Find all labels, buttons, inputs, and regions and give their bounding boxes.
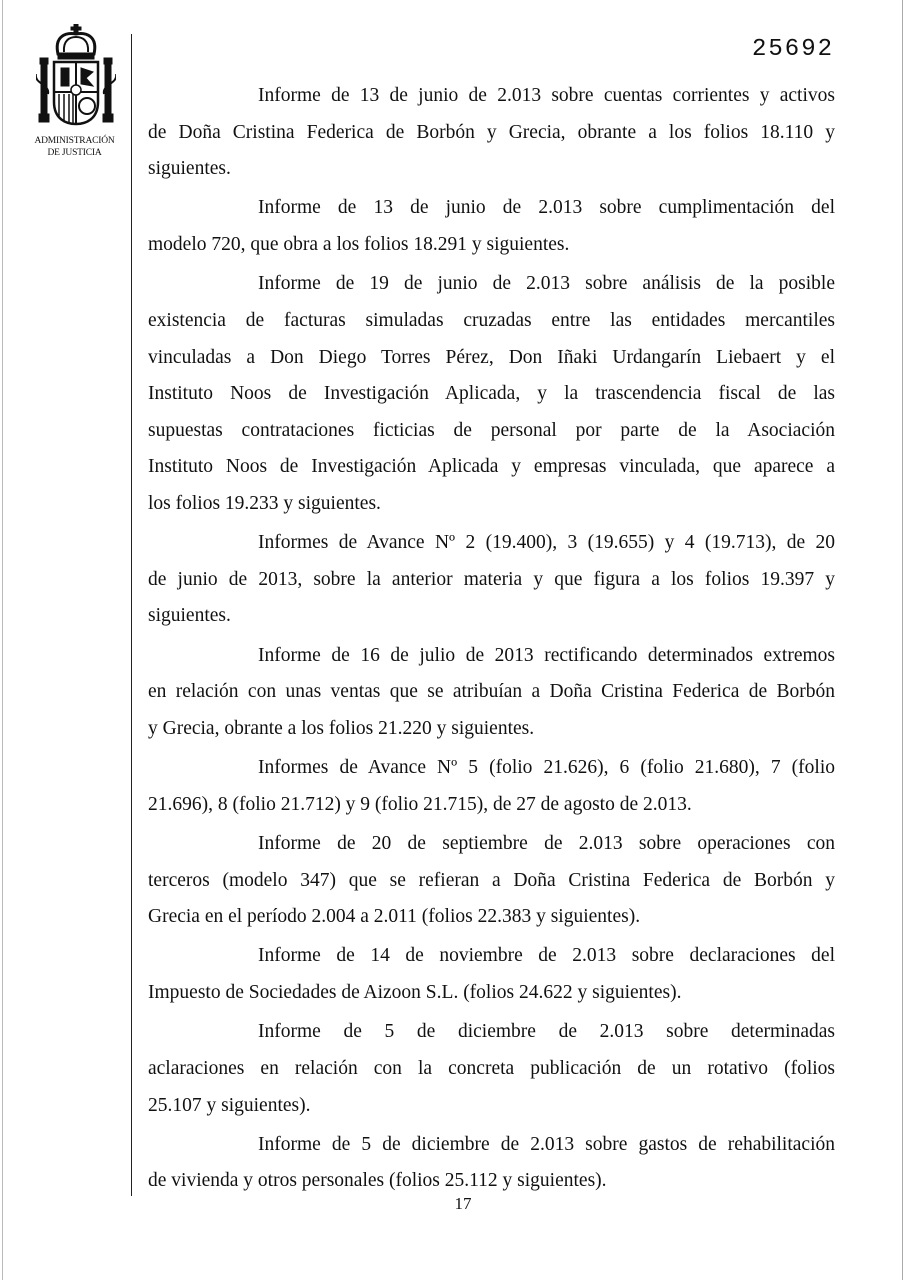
- page-number: 17: [454, 1194, 472, 1213]
- text-line: de vivienda y otros personales (folios 25.112 y siguientes).: [148, 1170, 607, 1192]
- text-line: Informe de 13 de junio de 2.013 sobre cumplimentación del: [258, 197, 835, 219]
- scan-edge-left: [2, 0, 3, 1280]
- text-line: Informe de 19 de junio de 2.013 sobre análisis de la posible: [258, 273, 835, 295]
- text-line: Informes de Avance Nº 5 (folio 21.626), 6 (folio 21.680), 7 (folio: [258, 757, 835, 779]
- institution-name: [22, 135, 127, 159]
- text-line: Informe de 20 de septiembre de 2.013 sobre operaciones con: [258, 833, 835, 854]
- text-line: aclaraciones en relación con la concreta publicación de un rotativo (folios: [148, 1057, 835, 1079]
- text-line: Informe de 14 de noviembre de 2.013 sobre declaraciones del: [258, 945, 835, 967]
- text-line: Informe de 16 de julio de 2013 rectificando determinados extremos: [258, 644, 835, 666]
- text-line: modelo 720, que obra a los folios 18.291 y siguientes.: [148, 234, 570, 256]
- text-line: vinculadas a Don Diego Torres Pérez, Don Iñaki Urdangarín Liebaert y el: [148, 346, 835, 368]
- text-line: Informes de Avance Nº 2 (19.400), 3 (19.655) y 4 (19.713), de 20: [258, 532, 835, 554]
- text-line: 21.696), 8 (folio 21.712) y 9 (folio 21.715), de 27 de agosto de 2.013.: [148, 793, 692, 815]
- paragraph: [148, 1127, 835, 1200]
- paragraph: [148, 638, 835, 748]
- text-line: Instituto Noos de Investigación Aplicada, y la trascendencia fiscal de las: [148, 383, 835, 405]
- text-line: Informe de 5 de diciembre de 2.013 sobre determinadas: [258, 1021, 835, 1043]
- paragraph: [148, 826, 835, 936]
- text-line: de Doña Cristina Federica de Borbón y Grecia, obrante a los folios 18.110 y: [148, 121, 835, 143]
- margin-rule: [131, 34, 132, 1196]
- scan-edge-right: [902, 0, 903, 1280]
- paragraph: [148, 266, 835, 522]
- document-body: [148, 78, 835, 1203]
- text-line: 25.107 y siguientes).: [148, 1094, 311, 1116]
- paragraph: [148, 525, 835, 635]
- text-line: los folios 19.233 y siguientes.: [148, 492, 381, 514]
- text-line: y Grecia, obrante a los folios 21.220 y siguientes.: [148, 717, 535, 739]
- institution-line: DE JUSTICIA: [47, 148, 102, 158]
- paragraph: [148, 78, 835, 188]
- text-line: siguientes.: [148, 605, 231, 627]
- text-line: Impuesto de Sociedades de Aizoon S.L. (folios 24.622 y siguientes).: [148, 982, 682, 1004]
- text-line: Informe de 5 de diciembre de 2.013 sobre gastos de rehabilitación: [258, 1133, 835, 1155]
- text-line: Informe de 13 de junio de 2.013 sobre cuentas corrientes y activos: [258, 85, 835, 106]
- text-line: terceros (modelo 347) que se refieran a Doña Cristina Federica de Borbón y: [148, 869, 835, 891]
- coat-of-arms-logo: [36, 24, 116, 134]
- text-line: en relación con unas ventas que se atribuían a Doña Cristina Federica de Borbón: [148, 681, 835, 703]
- paragraph: [148, 750, 835, 823]
- text-line: siguientes.: [148, 158, 231, 180]
- text-line: Grecia en el período 2.004 a 2.011 (folios 22.383 y siguientes).: [148, 906, 641, 928]
- text-line: de junio de 2013, sobre la anterior materia y que figura a los folios 19.397 y: [148, 568, 835, 590]
- paragraph: [148, 1014, 835, 1124]
- paragraph: [148, 190, 835, 263]
- text-line: Instituto Noos de Investigación Aplicada y empresas vinculada, que aparece a: [148, 456, 835, 478]
- paragraph: [148, 938, 835, 1011]
- folio-stamp: 25692: [752, 36, 835, 63]
- institution-line: ADMINISTRACIÓN: [34, 136, 115, 146]
- text-line: existencia de facturas simuladas cruzadas entre las entidades mercantiles: [148, 309, 835, 331]
- text-line: supuestas contrataciones ficticias de personal por parte de la Asociación: [148, 419, 835, 441]
